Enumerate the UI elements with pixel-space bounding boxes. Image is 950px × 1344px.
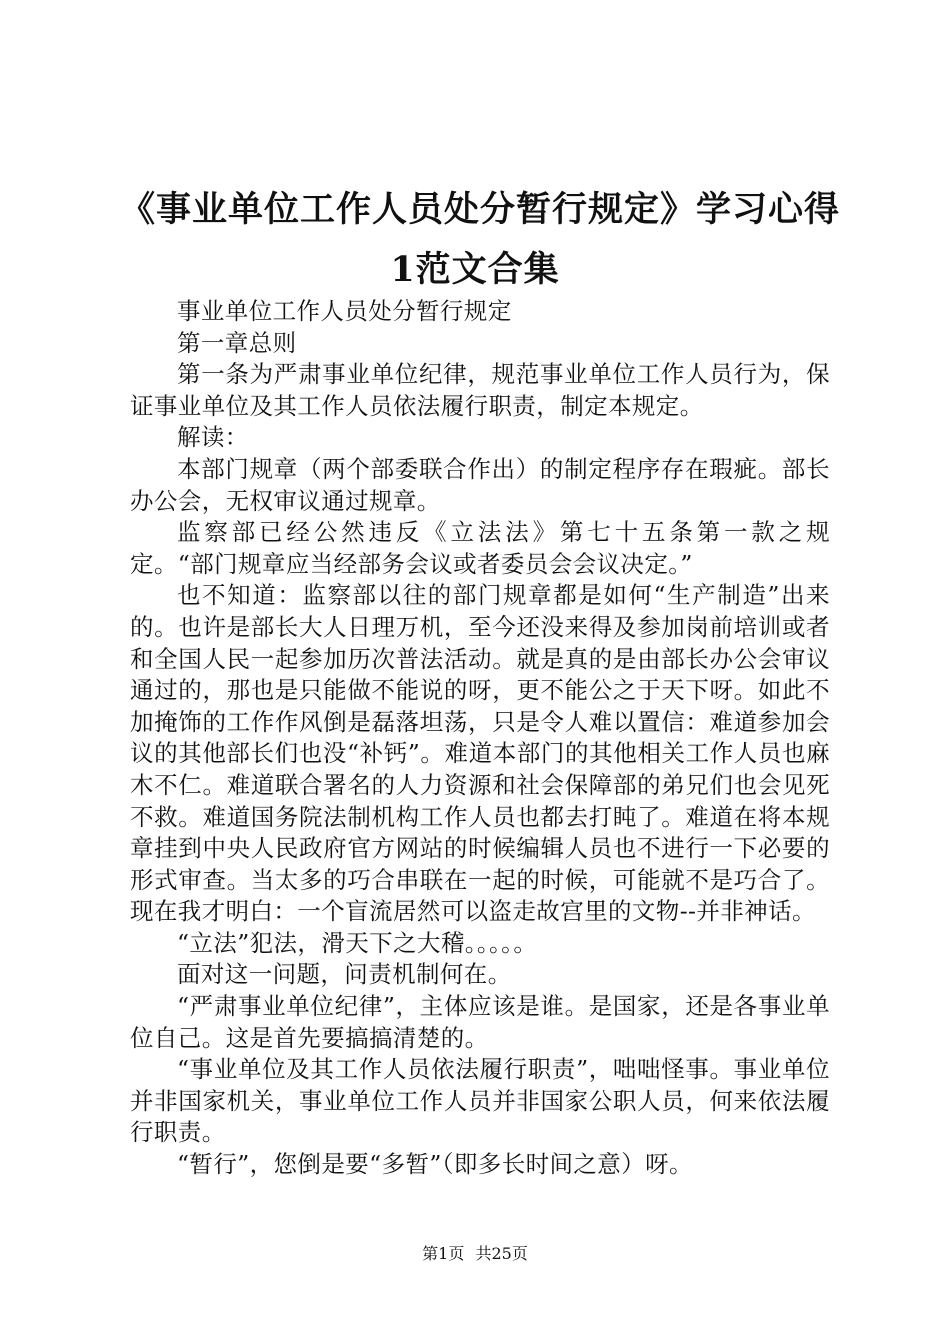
- page-number: 第1页: [422, 1244, 465, 1263]
- paragraph-doc-name: 事业单位工作人员处分暂行规定: [177, 297, 512, 325]
- paragraph-chapter-heading: 第一章总则: [177, 328, 297, 357]
- page-footer: [0, 1244, 950, 1264]
- paragraph: “立法”犯法，滑天下之大稽。。。。。: [177, 928, 538, 957]
- page-total: 共25页: [475, 1244, 528, 1263]
- paragraph: 面对这一问题，问责机制何在。: [177, 960, 512, 989]
- paragraph-article-1: 第一条为严肃事业单位纪律，规范事业单位工作人员行为，保证事业单位及其工作人员依法履行职责，制定本规定。: [130, 360, 830, 420]
- paragraph: “严肃事业单位纪律”，主体应该是谁。是国家，还是各事业单位自己。这是首先要搞搞清楚的。: [130, 992, 830, 1052]
- document-title-line-1: 《事业单位工作人员处分暂行规定》学习心得: [120, 189, 841, 230]
- paragraph: 本部门规章（两个部委联合作出）的制定程序存在瑕疵。部长办公会，无权审议通过规章。: [130, 454, 830, 515]
- document-body: [130, 296, 830, 1181]
- document-title-line-2: 1范文合集: [390, 249, 560, 290]
- paragraph: 监察部已经公然违反《立法法》第七十五条第一款之规定。“部门规章应当经部务会议或者委员会会议决定。”: [130, 518, 830, 578]
- paragraph: 也不知道：监察部以往的部门规章都是如何“生产制造”出来的。也许是部长大人日理万机，至今还没来得及参加岗前培训或者和全国人民一起参加历次普法活动。就是真的是由部长办公会审议通过的，那也是只能做不能说的呀，更不能公之于天下呀。如此不加掩饰的工作作风倒是磊落坦荡，只是令人难以置信：难道参加会议的其他部长们也没“补钙”。难道本部门的其他相关工作人员也麻木不仁。难道联合署名的人力资源和社会保障部的弟兄们也会见死不救。难道国务院法制机构工作人员也都去打盹了。难道在将本规章挂到中央人民政府官方网站的时候编辑人员也不进行一下必要的形式审查。当太多的巧合串联在一起的时候，可能就不是巧合了。现在我才明白：一个盲流居然可以盗走故宫里的文物--并非神话。: [130, 581, 830, 926]
- paragraph: “暂行”，您倒是要“多暂”（即多长时间之意）呀。: [177, 1150, 693, 1179]
- paragraph-interpretation-label: 解读：: [177, 423, 249, 452]
- paragraph: “事业单位及其工作人员依法履行职责”，咄咄怪事。事业单位并非国家机关，事业单位工作人员并非国家公职人员，何来依法履行职责。: [130, 1055, 830, 1147]
